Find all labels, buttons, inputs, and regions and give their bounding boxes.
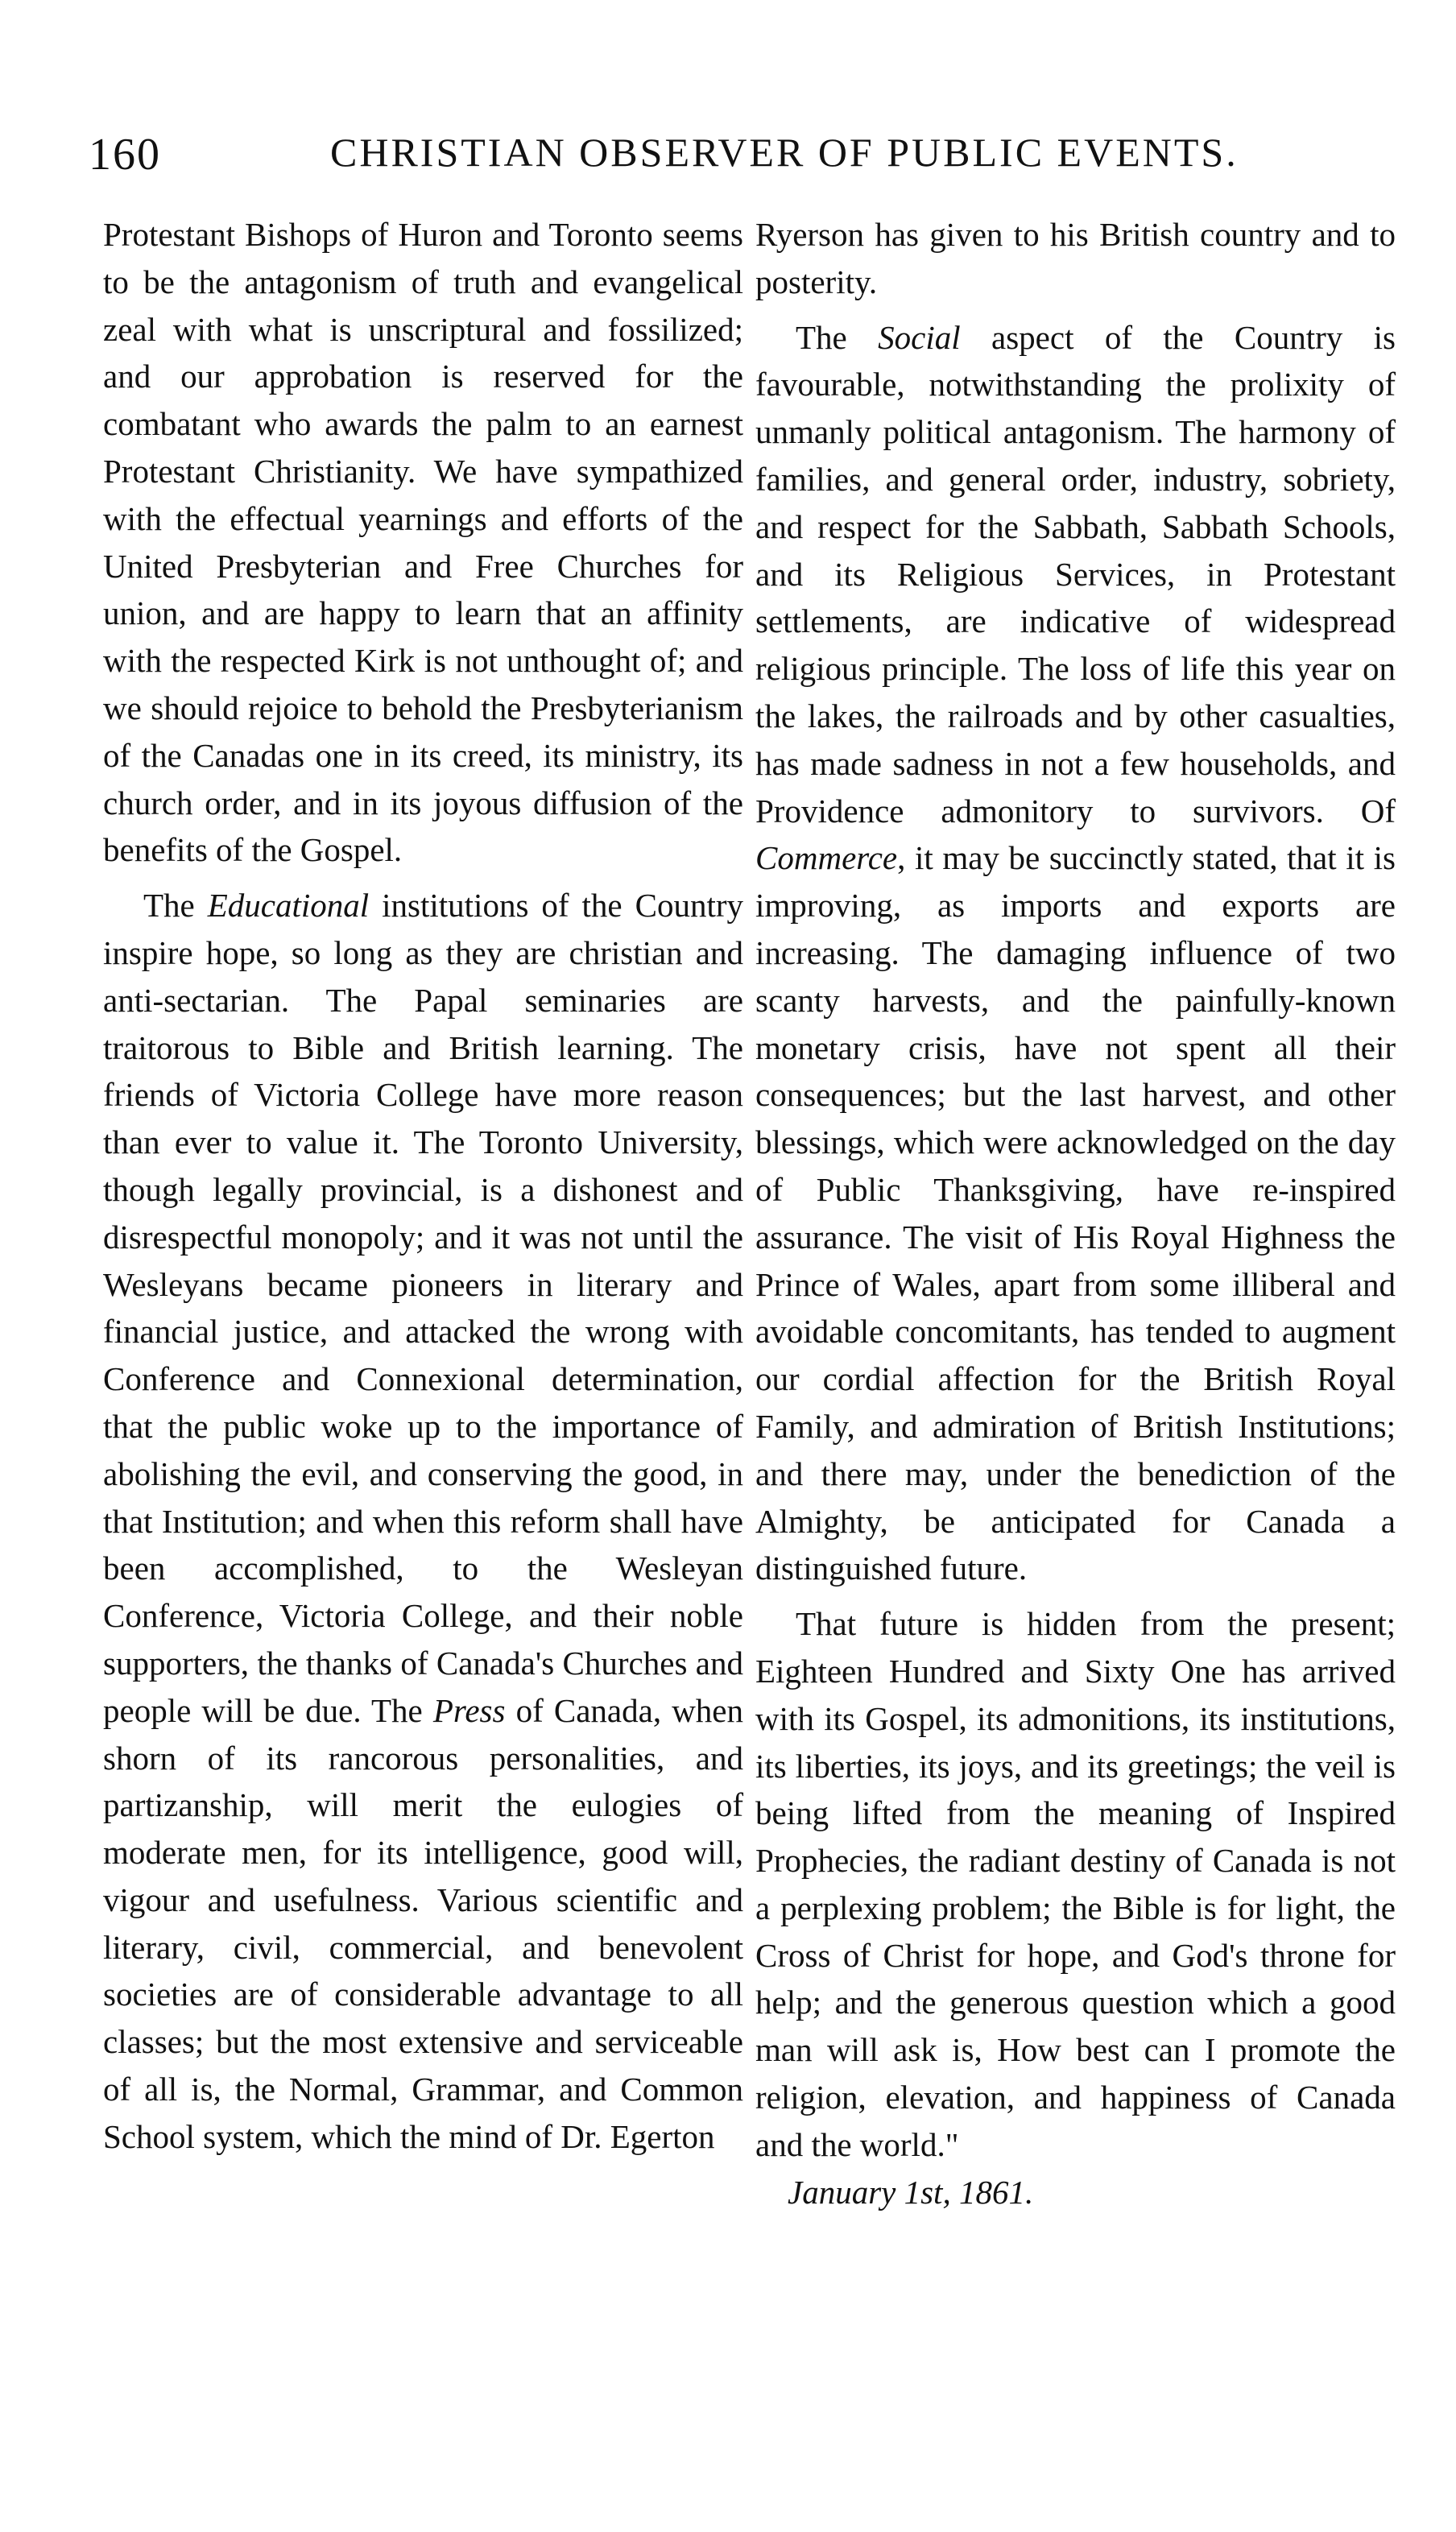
- p2-lead: The: [143, 887, 208, 925]
- left-paragraph-2: [103, 882, 743, 2161]
- right-column: [755, 211, 1396, 2216]
- emphasis-commerce: Commerce: [755, 839, 898, 877]
- p2-body: institutions of the Country inspire hope, so long as they are christian and anti-sectarian. The Papal seminaries are traitorous to Bible and British learning. The friends of Victoria College have more reason than ever to value it. The Toronto University, though legally provincial, is a dishonest and disrespectful monopoly; and it was not until the Wesleyans became pioneers in literary and financial justice, and attacked the wrong with Conference and Connexional determination, that the public woke up to the importance of abolishing the evil, and conserving the good, in that Institution; and when this reform shall have been accomplished, to the Wesleyan Conference, Victoria College, and their noble supporters, the thanks of Canada's Churches and people will be due. The: [103, 887, 743, 1729]
- p2-body: aspect of the Country is favourable, notwithstanding the prolixity of unmanly political antagonism. The harmony of families, and general order, industry, sobriety, and respect for the Sabbath, Sabbath Schools, and its Religious Services, in Protestant settlements, are indicative of widespread religious principle. The loss of life this year on the lakes, the railroads and by other casualties, has made sadness in not a few households, and Providence admonitory to survivors. Of: [755, 318, 1396, 830]
- right-paragraph-3: That future is hidden from the present; Eighteen Hundred and Sixty One has arrived with its Gospel, its admonitions, its institutions, its liberties, its joys, and its greetings; the veil is being lifted from the meaning of Inspired Prophecies, the radiant destiny of Canada is not a perplexing problem; the Bible is for light, the Cross of Christ for hope, and God's throne for help; and the generous question which a good man will ask is, How best can I promote the religion, elevation, and happiness of Canada and the world.": [755, 1605, 1396, 2163]
- right-paragraph-1: Ryerson has given to his British country and to posterity.: [755, 216, 1396, 300]
- emphasis-social: Social: [878, 318, 961, 356]
- page-number: 160: [89, 130, 161, 180]
- emphasis-press: Press: [432, 1691, 506, 1729]
- p2-lead: The: [796, 318, 879, 356]
- left-column: [103, 211, 743, 2161]
- page-header: [89, 129, 1377, 193]
- left-paragraph-1: Protestant Bishops of Huron and Toronto seems to be the antagonism of truth and evangelical zeal with what is unscriptural and fossilized; and our approbation is reserved for the combatant who awards the palm to an earnest Protestant Christianity. We have sympathized with the effectual yearnings and efforts of the United Presbyterian and Free Churches for union, and are happy to learn that an affinity with the respected Kirk is not unthought of; and we should rejoice to behold the Presbyterianism of the Canadas one in its creed, its ministry, its church order, and in its joyous diffusion of the benefits of the Gospel.: [103, 216, 743, 869]
- right-paragraph-2: [755, 314, 1396, 1593]
- p2-tail: of Canada, when shorn of its rancorous personalities, and partizanship, will merit the eulogies of moderate men, for its intelligence, good will, vigour and usefulness. Various scientific and literary, civil, commercial, and benevolent societies are of considerable advantage to all classes; but the most extensive and serviceable of all is, the Normal, Grammar, and Common School system, which the mind of Dr. Egerton: [103, 1691, 744, 2155]
- running-title: CHRISTIAN OBSERVER OF PUBLIC EVENTS.: [330, 130, 1239, 175]
- p2-tail: , it may be succinctly stated, that it is improving, as imports and exports are increasing. The damaging influence of two scanty harvests, and the painfully-known monetary crisis, have not spent all their consequences; but the last harvest, and other blessings, which were acknowledged on the day of Public Thanksgiving, have re-inspired assurance. The visit of His Royal Highness the Prince of Wales, apart from some illiberal and avoidable concomitants, has tended to augment our cordial affection for the British Royal Family, and admiration of British Institutions; and there may, under the benediction of the Almighty, be anticipated for Canada a distinguished future.: [755, 839, 1396, 1587]
- emphasis-educational: Educational: [207, 887, 370, 925]
- dateline: January 1st, 1861.: [788, 2173, 1034, 2211]
